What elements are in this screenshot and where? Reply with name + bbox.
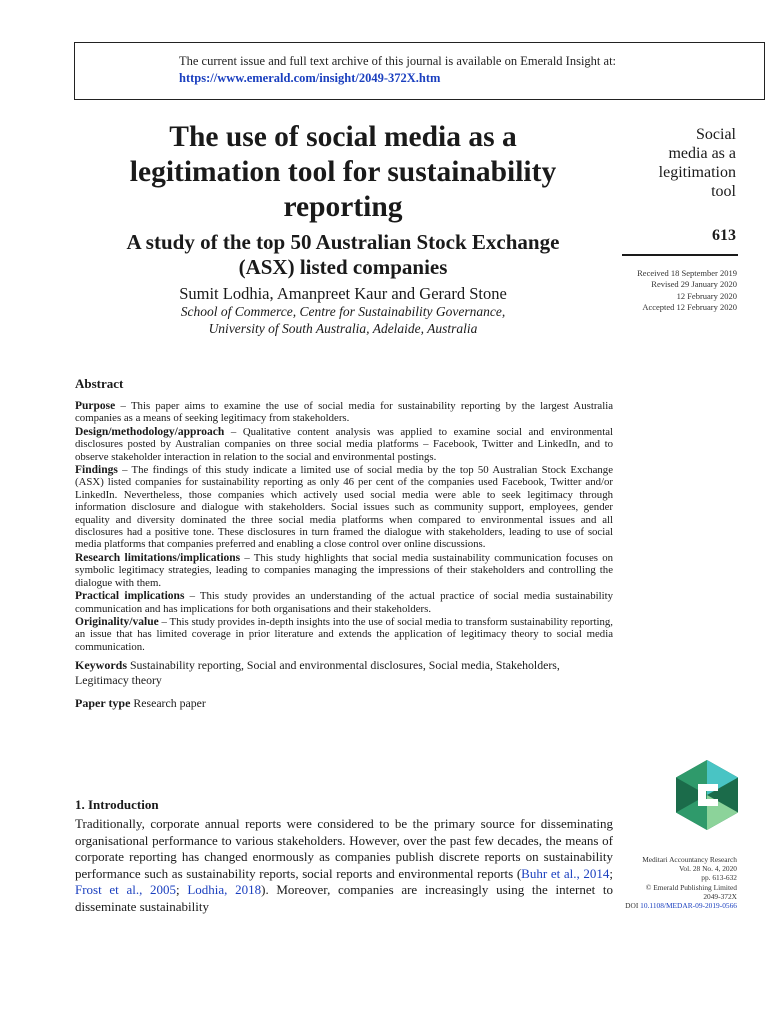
submission-dates xyxy=(600,268,737,313)
journal-pages: pp. 613-632 xyxy=(701,873,737,883)
keywords xyxy=(75,658,613,688)
journal-issn: 2049-372X xyxy=(703,891,737,901)
abstract-limitations xyxy=(75,552,613,589)
abstract-findings xyxy=(75,464,613,551)
article-title: The use of social media as a legitimation tool for sustainability reporting xyxy=(129,121,557,223)
intro-text-after: ). Moreover, companies are increasingly using the internet to disseminate sustainability xyxy=(75,882,613,914)
abstract-originality xyxy=(75,616,613,653)
journal-volume: Vol. 28 No. 4, 2020 xyxy=(679,864,737,874)
paper-type xyxy=(75,696,613,711)
affiliation-line-1: School of Commerce, Centre for Sustainability Governance, xyxy=(180,304,506,319)
abstract xyxy=(75,376,613,711)
abstract-section-text: – This study provides in-depth insights into the use of social media to transform sustainability reporting, an issue that has limited coverage in prior literature and extends the application of legitimacy theory to social media communication. xyxy=(75,615,613,653)
running-head-line: Social xyxy=(696,126,736,143)
journal-info xyxy=(600,855,737,910)
crossmark-logo-icon[interactable] xyxy=(676,760,738,830)
introduction-paragraph xyxy=(75,816,613,915)
sidebar-rule xyxy=(622,254,738,256)
citation-separator: ; xyxy=(609,865,613,881)
running-head xyxy=(622,125,736,201)
journal-name: Meditari Accountancy Research xyxy=(642,855,737,864)
date-received: Received 18 September 2019 xyxy=(637,268,737,278)
abstract-section-label: Practical implications xyxy=(75,590,185,603)
abstract-section-text: – This study highlights that social media sustainability communication focuses on symbolic legitimacy strategies, leading to companies managing the impressions of their stakeholders and controlling the dialogue with them. xyxy=(75,551,613,589)
introduction xyxy=(75,797,613,915)
abstract-section-label: Research limitations/implications xyxy=(75,551,241,564)
running-head-line: media as a xyxy=(668,145,736,162)
abstract-section-label: Design/methodology/approach xyxy=(75,425,225,438)
running-head-line: legitimation xyxy=(658,164,736,181)
abstract-design xyxy=(75,426,613,463)
citation-frost[interactable]: Frost et al., 2005 xyxy=(75,882,177,897)
archive-notice-text: The current issue and full text archive of this journal is available on Emerald Insight at: xyxy=(179,54,617,68)
archive-url-link[interactable]: https://www.emerald.com/insight/2049-372X.htm xyxy=(179,71,441,85)
citation-buhr[interactable]: Buhr et al., 2014 xyxy=(521,865,610,881)
abstract-heading: Abstract xyxy=(75,376,124,391)
abstract-section-label: Originality/value xyxy=(75,615,159,628)
doi-link[interactable]: 10.1108/MEDAR-09-2019-0566 xyxy=(640,901,737,911)
paper-type-text: Research paper xyxy=(133,696,206,711)
affiliation-line-2: University of South Australia, Adelaide, Australia xyxy=(208,321,478,336)
abstract-section-text: – The findings of this study indicate a limited use of social media by the top 50 Australian Stock Exchange (ASX) listed companies for sustainability reporting as only 46 per cent of the companies used Facebook, Twitter and/or LinkedIn. Nevertheless, those companies which actively used social media were able to seek legitimacy through information disclosure and dialogue with stakeholders. Social issues such as community support, employees, gender equality and diversity dominated the three social media platforms when compared to environmental issues and all disclosures had a positive tone. These disclosures in turn framed the dialogue with stakeholders, leading to use of social media platforms that companies preferred and enabling a close control over online discussions. xyxy=(75,464,613,551)
abstract-section-text: – This study provides an understanding of the actual practice of social media sustainability communication and has implications for both organisations and their stakeholders. xyxy=(75,590,613,615)
introduction-heading: 1. Introduction xyxy=(75,797,159,812)
date-revised-2: 12 February 2020 xyxy=(676,290,737,301)
abstract-section-label: Findings xyxy=(75,464,118,477)
date-revised: Revised 29 January 2020 xyxy=(651,279,737,290)
archive-notice-box xyxy=(74,42,765,100)
article-authors: Sumit Lodhia, Amanpreet Kaur and Gerard Stone xyxy=(179,284,507,303)
doi-label: DOI xyxy=(625,901,639,911)
date-accepted: Accepted 12 February 2020 xyxy=(642,301,737,312)
journal-doi xyxy=(600,901,737,910)
paper-type-label: Paper type xyxy=(75,696,131,711)
abstract-section-text: – Qualitative content analysis was applied to examine social and environmental disclosures posted by Australian companies on three social media platforms – Facebook, Twitter and LinkedIn, and to observe stakeholder interaction in relation to the social and environmental postings. xyxy=(75,425,613,463)
article-affiliation xyxy=(120,303,566,337)
abstract-purpose xyxy=(75,400,613,425)
keywords-text: Sustainability reporting, Social and environmental disclosures, Social media, Stakeholders, Legitimacy theory xyxy=(75,658,560,688)
journal-copyright: © Emerald Publishing Limited xyxy=(645,882,737,892)
abstract-section-label: Purpose xyxy=(75,400,116,412)
abstract-practical xyxy=(75,590,613,615)
article-subtitle: A study of the top 50 Australian Stock Exchange (ASX) listed companies xyxy=(126,230,560,279)
running-head-line: tool xyxy=(711,183,736,200)
abstract-section-text: – This paper aims to examine the use of social media for sustainability reporting by the largest Australia companies as a means of seeking legitimacy from stakeholders. xyxy=(75,400,613,425)
citation-separator: ; xyxy=(176,882,188,897)
citation-lodhia[interactable]: Lodhia, 2018 xyxy=(187,882,262,897)
intro-text-before: Traditionally, corporate annual reports were considered to be the primary source for disseminating organisational performance to various stakeholders. However, over the past few decades, the means of corporate reporting has changed enormously as companies publish discrete reports on sustainability performance such as sustainability reports, social reports and environmental reports ( xyxy=(75,816,613,881)
page-number: 613 xyxy=(712,227,736,244)
keywords-label: Keywords xyxy=(75,658,127,673)
